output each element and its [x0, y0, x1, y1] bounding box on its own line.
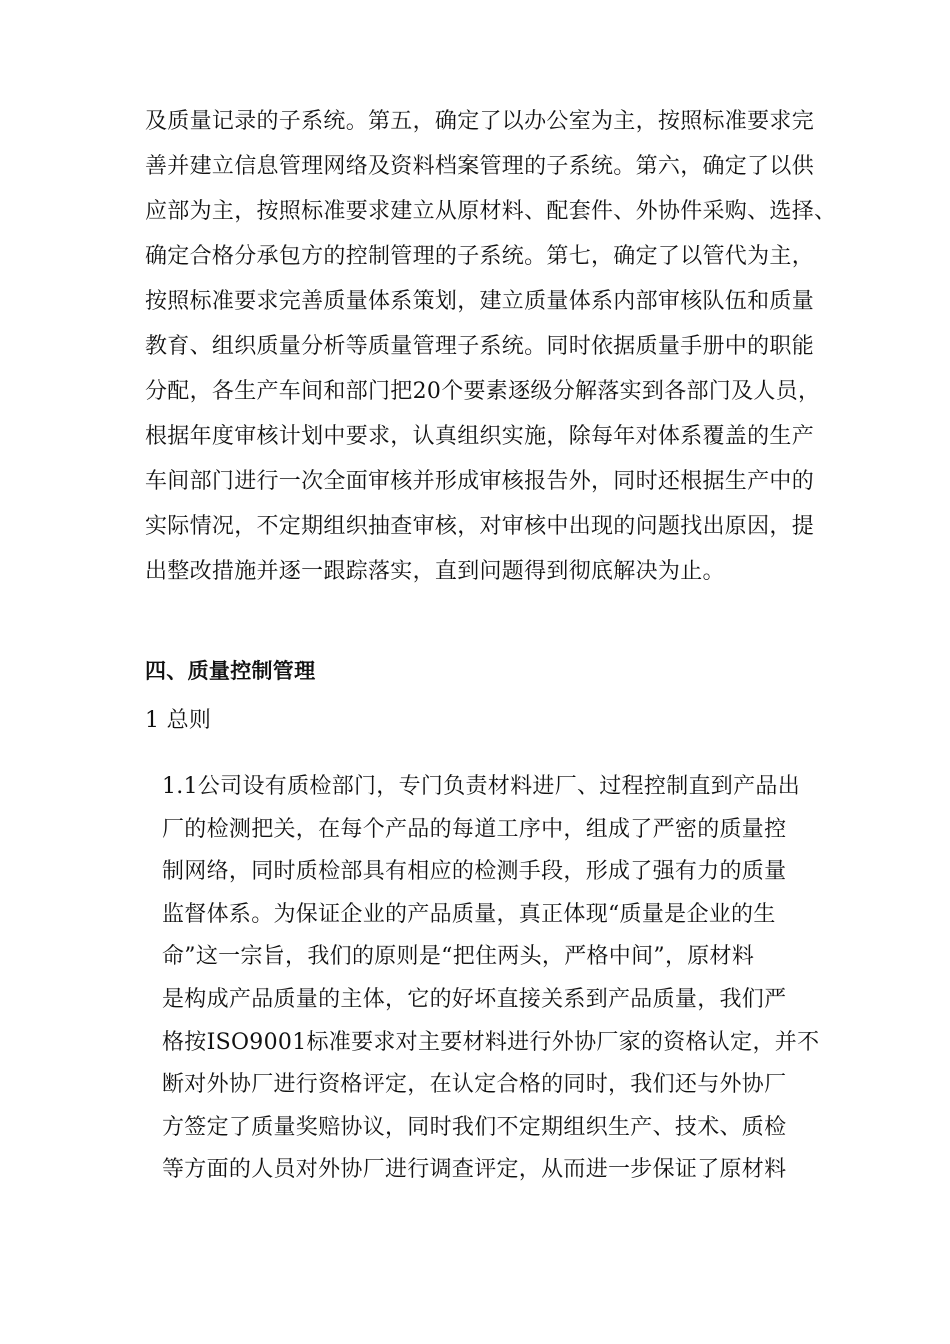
text-line: 等方面的人员对外协厂进行调查评定，从而进一步保证了原材料: [162, 1157, 787, 1183]
body-paragraph: [145, 99, 836, 594]
text-line: 制网络，同时质检部具有相应的检测手段，形成了强有力的质量: [162, 859, 787, 885]
text-line: 方签定了质量奖赔协议，同时我们不定期组织生产、技术、质检: [162, 1114, 787, 1140]
text-line: 善并建立信息管理网络及资料档案管理的子系统。第六，确定了以供: [145, 154, 815, 179]
subsection-heading: [145, 698, 211, 743]
text-line: 监督体系。为保证企业的产品质量，真正体现“质量是企业的生: [162, 901, 776, 927]
text-line: 应部为主，按照标准要求建立从原材料、配套件、外协件采购、选择、: [145, 199, 837, 224]
clause-paragraph: [162, 766, 819, 1192]
text-line: 厂的检测把关，在每个产品的每道工序中，组成了严密的质量控: [162, 816, 787, 842]
section-heading: [145, 649, 315, 694]
text-line: 出整改措施并逐一跟踪落实，直到问题得到彻底解决为止。: [145, 559, 725, 584]
text-line: 实际情况，不定期组织抽查审核，对审核中出现的问题找出原因，提: [145, 514, 815, 539]
text-line: 断对外协厂进行资格评定，在认定合格的同时，我们还与外协厂: [162, 1072, 787, 1098]
text-line: 确定合格分承包方的控制管理的子系统。第七，确定了以管代为主，: [145, 244, 815, 269]
text-line: 根据年度审核计划中要求，认真组织实施，除每年对体系覆盖的生产: [145, 424, 815, 449]
text-line: 及质量记录的子系统。第五，确定了以办公室为主，按照标准要求完: [145, 109, 815, 134]
text-line: 1.1公司设有质检部门，专门负责材料进厂、过程控制直到产品出: [162, 774, 800, 799]
text-line: 分配，各生产车间和部门把20个要素逐级分解落实到各部门及人员，: [145, 379, 821, 404]
section-heading-text: 四、质量控制管理: [145, 659, 316, 683]
text-line: 车间部门进行一次全面审核并形成审核报告外，同时还根据生产中的: [145, 469, 815, 494]
text-line: 是构成产品质量的主体，它的好坏直接关系到产品质量，我们严: [162, 986, 787, 1012]
text-line: 教育、组织质量分析等质量管理子系统。同时依据质量手册中的职能: [145, 334, 815, 359]
text-line: 命”这一宗旨，我们的原则是“把住两头，严格中间”，原材料: [162, 944, 755, 970]
subsection-heading-text: 1 总则: [145, 708, 212, 733]
text-line: 按照标准要求完善质量体系策划，建立质量体系内部审核队伍和质量: [145, 289, 815, 314]
text-line: 格按ISO9001标准要求对主要材料进行外协厂家的资格认定，并不: [162, 1029, 820, 1055]
